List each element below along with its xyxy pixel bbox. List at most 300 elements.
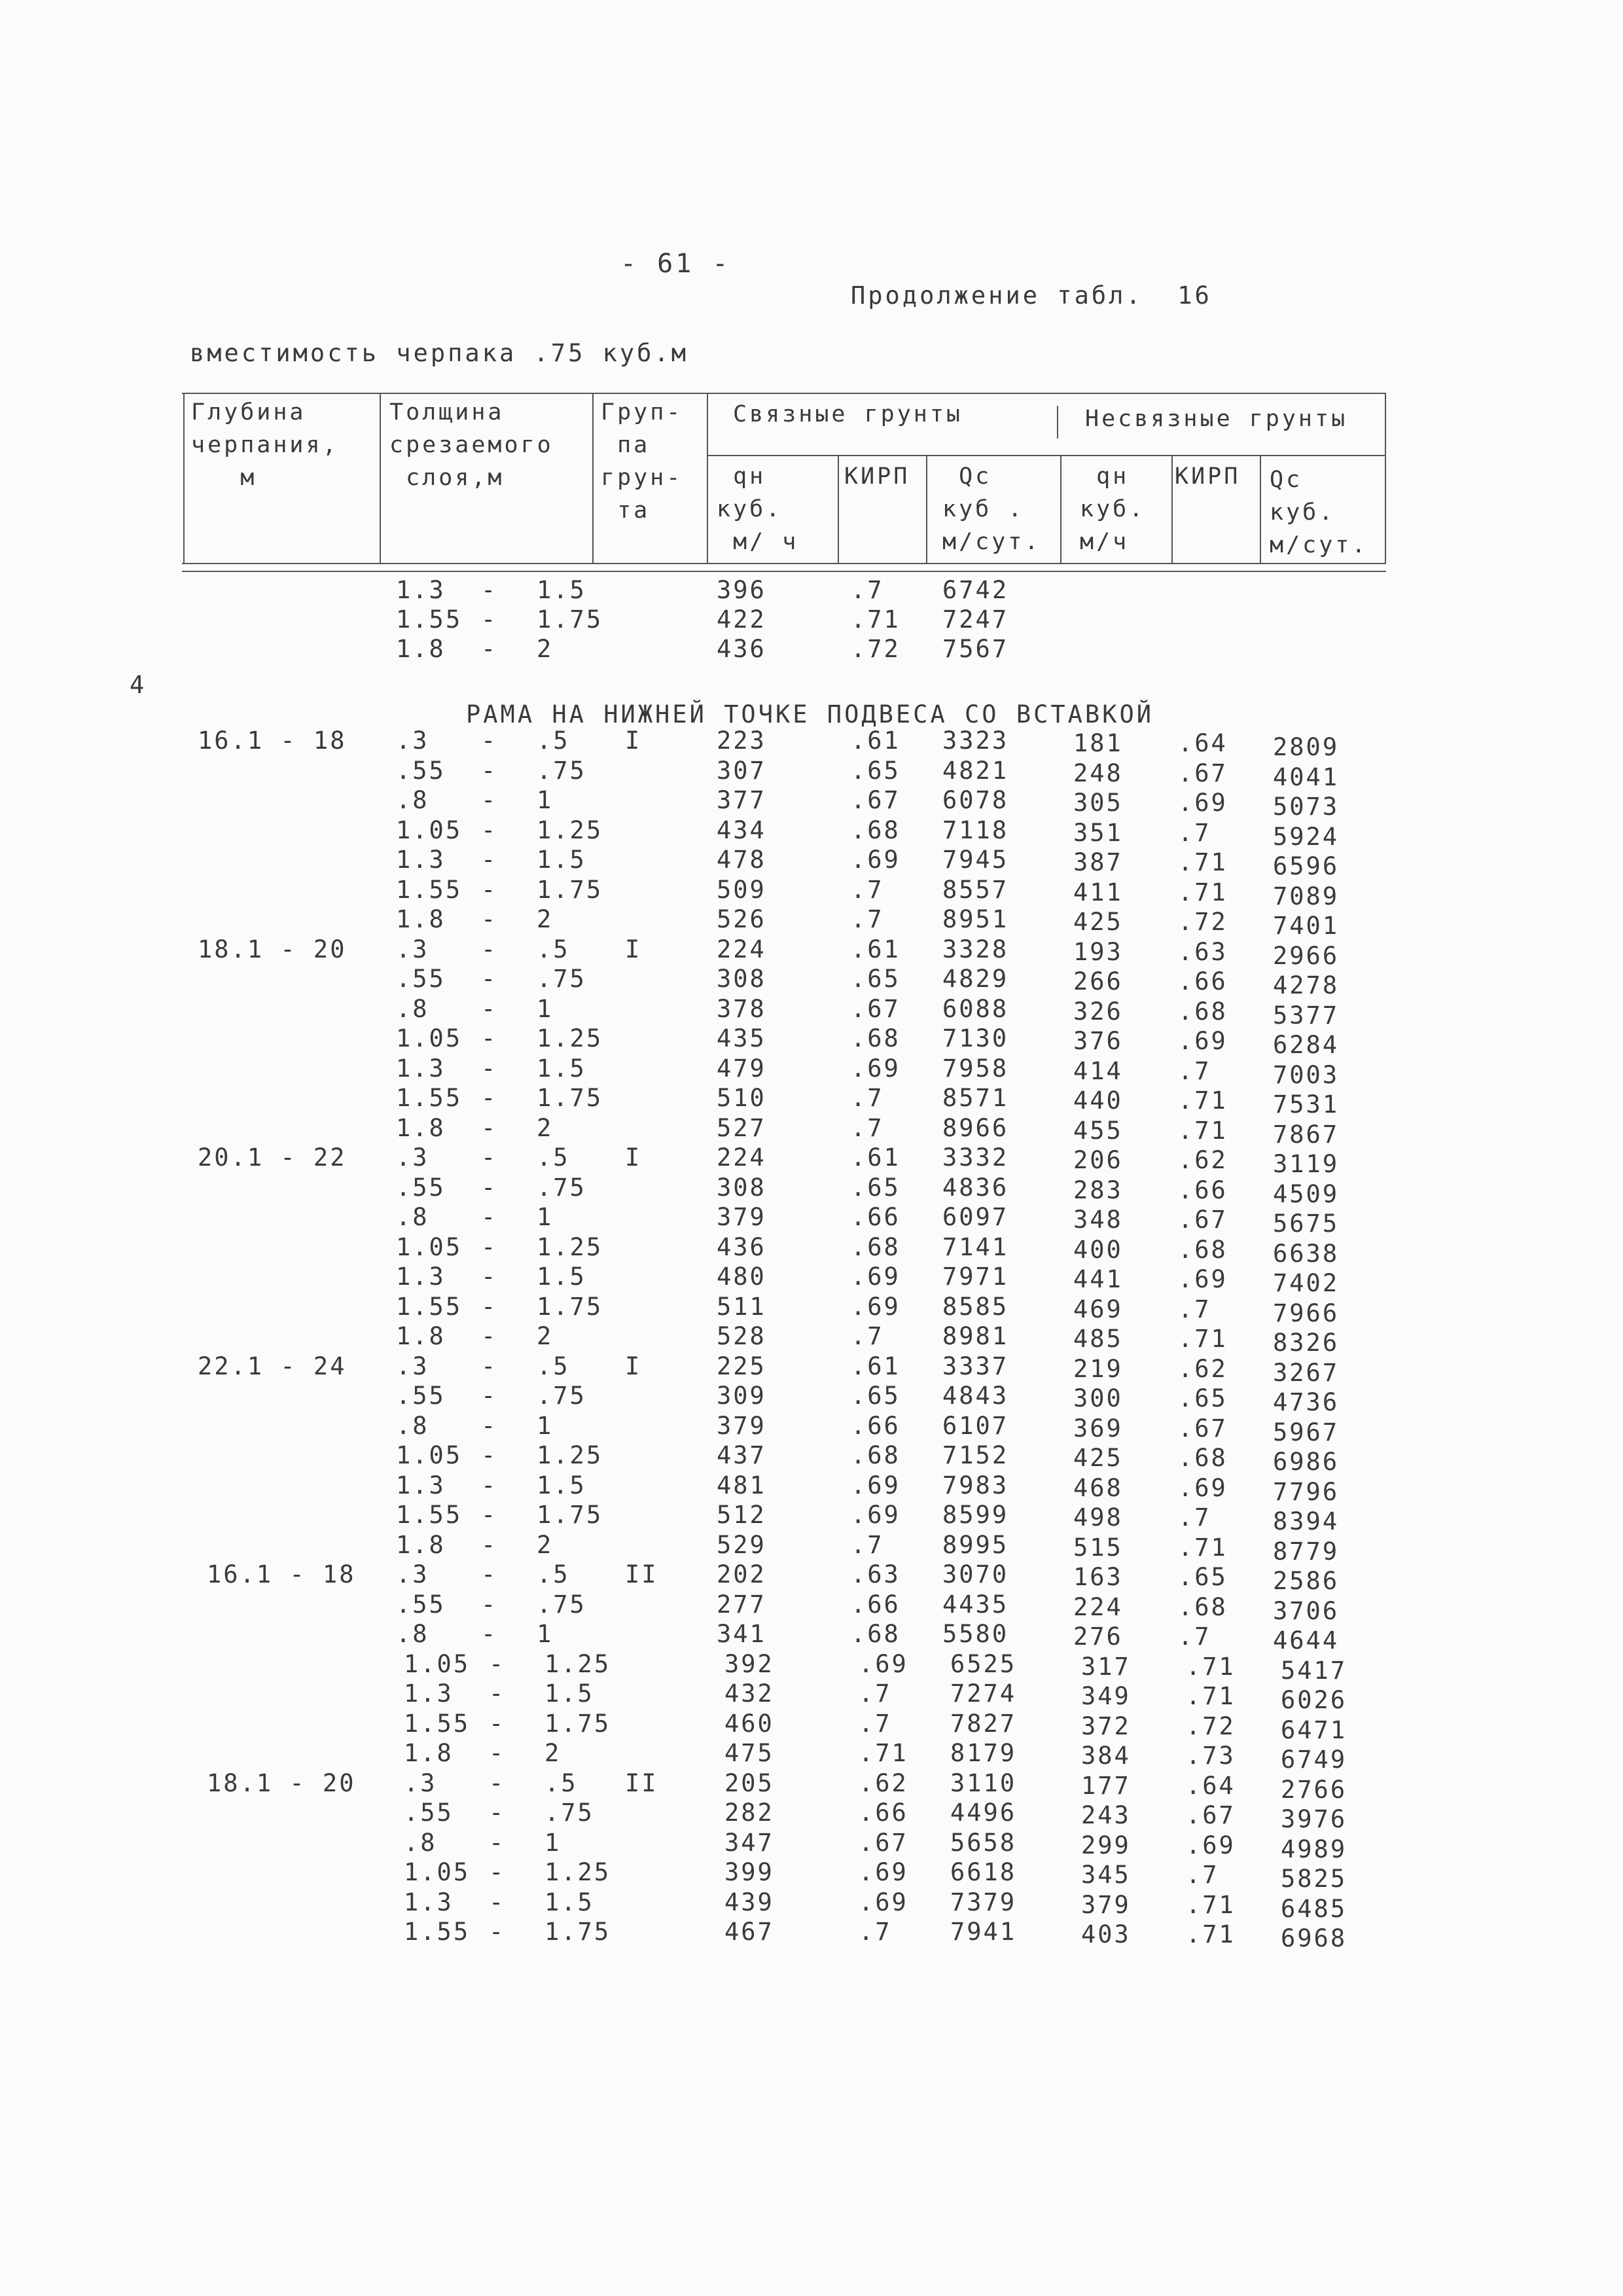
table-row (0, 1649, 1623, 1685)
row-qh-noncohesive: 348 (1073, 1206, 1123, 1234)
row-dash: - (489, 1918, 506, 1946)
row-qh-noncohesive: 283 (1073, 1175, 1123, 1204)
row-kirp-cohesive: .69 (859, 1888, 908, 1916)
row-qc-cohesive: 8179 (950, 1739, 1017, 1767)
row-qh-noncohesive: 349 (1081, 1682, 1131, 1710)
row-dash: - (481, 635, 498, 663)
row-qh-noncohesive: 425 (1073, 908, 1123, 936)
table-row (0, 605, 1623, 636)
header-qh-noncohesive: qн куб. м/ч (1080, 463, 1146, 555)
row-qc-noncohesive: 6284 (1273, 1031, 1340, 1059)
row-qh-cohesive: 436 (717, 635, 766, 663)
table-row (0, 1888, 1623, 1923)
row-thickness-to: 1.25 (537, 816, 603, 844)
table-row (0, 1322, 1623, 1357)
row-qh-cohesive: 481 (717, 1471, 766, 1499)
row-qh-cohesive: 435 (717, 1024, 766, 1052)
row-dash: - (481, 1173, 498, 1202)
row-qh-noncohesive: 351 (1073, 818, 1123, 847)
row-qc-noncohesive: 5073 (1273, 793, 1340, 821)
row-qh-cohesive: 509 (717, 875, 766, 904)
row-kirp-cohesive: .61 (851, 935, 901, 963)
row-qh-cohesive: 308 (717, 1173, 766, 1202)
row-kirp-noncohesive: .68 (1178, 1444, 1228, 1472)
row-dash: - (481, 1203, 498, 1231)
row-thickness-from: .3 (396, 1352, 429, 1380)
row-thickness-from: .55 (396, 1382, 446, 1410)
row-kirp-cohesive: .69 (859, 1649, 908, 1678)
row-kirp-cohesive: .68 (851, 1024, 901, 1052)
page-number: - 61 - (620, 249, 731, 279)
row-depth: 22.1 - 24 (198, 1352, 347, 1380)
row-kirp-cohesive: .68 (851, 816, 901, 844)
row-qh-cohesive: 439 (724, 1888, 774, 1916)
table-row (0, 1768, 1623, 1804)
row-qc-noncohesive: 2966 (1273, 941, 1340, 970)
row-thickness-to: 2 (537, 1113, 554, 1142)
row-dash: - (481, 1620, 498, 1648)
row-kirp-cohesive: .68 (851, 1441, 901, 1469)
row-qc-cohesive: 4821 (942, 756, 1009, 785)
row-qh-cohesive: 223 (717, 726, 766, 755)
row-dash: - (481, 1054, 498, 1083)
row-thickness-from: 1.3 (396, 576, 446, 604)
row-soil-group: II (625, 1768, 658, 1797)
row-kirp-cohesive: .7 (851, 905, 884, 933)
header-cohesive-soils: Связные грунты (733, 401, 963, 427)
row-kirp-cohesive: .66 (851, 1411, 901, 1440)
row-qc-cohesive: 8585 (942, 1292, 1009, 1321)
row-qh-cohesive: 480 (717, 1263, 766, 1291)
row-thickness-from: 1.55 (396, 1084, 463, 1112)
row-depth: 20.1 - 22 (198, 1143, 347, 1172)
row-qh-cohesive: 434 (717, 816, 766, 844)
row-kirp-noncohesive: .67 (1178, 759, 1228, 787)
row-qc-cohesive: 3337 (942, 1352, 1009, 1380)
row-qh-cohesive: 282 (724, 1799, 774, 1827)
table-row (0, 1530, 1623, 1566)
row-kirp-cohesive: .7 (851, 875, 884, 904)
row-kirp-noncohesive: .68 (1178, 1592, 1228, 1621)
row-dash: - (481, 965, 498, 993)
row-kirp-cohesive: .63 (851, 1560, 901, 1588)
row-kirp-noncohesive: .66 (1178, 1175, 1228, 1204)
table-row (0, 1441, 1623, 1476)
row-thickness-from: .3 (404, 1768, 437, 1797)
table-row (0, 1471, 1623, 1506)
row-kirp-noncohesive: .71 (1178, 1325, 1228, 1353)
table-row (0, 1084, 1623, 1119)
table-row (0, 965, 1623, 999)
row-thickness-to: 1.75 (537, 605, 603, 634)
row-qc-cohesive: 8995 (942, 1530, 1009, 1559)
row-thickness-to: 2 (537, 1530, 554, 1559)
row-qh-noncohesive: 372 (1081, 1712, 1131, 1740)
row-qh-cohesive: 512 (717, 1501, 766, 1529)
row-kirp-cohesive: .68 (851, 1232, 901, 1261)
row-dash: - (489, 1888, 506, 1916)
row-kirp-cohesive: .66 (851, 1203, 901, 1231)
row-thickness-to: 1.25 (544, 1858, 611, 1886)
row-thickness-from: 1.3 (404, 1679, 454, 1708)
row-qc-noncohesive: 7966 (1273, 1299, 1340, 1327)
row-dash: - (481, 875, 498, 904)
row-dash: - (481, 846, 498, 874)
header-kirp-noncohesive: КИРП (1175, 463, 1241, 490)
row-qc-noncohesive: 6986 (1273, 1448, 1340, 1476)
row-kirp-noncohesive: .69 (1178, 1473, 1228, 1502)
row-qc-noncohesive: 7089 (1273, 882, 1340, 910)
row-kirp-cohesive: .7 (851, 576, 884, 604)
row-qh-cohesive: 527 (717, 1113, 766, 1142)
row-thickness-to: 1 (537, 1203, 554, 1231)
row-kirp-noncohesive: .7 (1178, 1623, 1211, 1651)
row-dash: - (481, 1263, 498, 1291)
row-kirp-cohesive: .69 (851, 1292, 901, 1321)
header-depth: Глубина черпания, м (191, 399, 339, 491)
row-qh-cohesive: 467 (724, 1918, 774, 1946)
row-qh-cohesive: 526 (717, 905, 766, 933)
row-qc-cohesive: 5658 (950, 1828, 1017, 1857)
row-thickness-to: 1.75 (544, 1709, 611, 1738)
row-thickness-from: 1.55 (396, 1501, 463, 1529)
row-thickness-to: 1.75 (537, 1084, 603, 1112)
row-qc-cohesive: 4836 (942, 1173, 1009, 1202)
row-kirp-cohesive: .66 (851, 1590, 901, 1619)
row-qc-cohesive: 6525 (950, 1649, 1017, 1678)
row-qh-noncohesive: 317 (1081, 1652, 1131, 1681)
row-qh-noncohesive: 206 (1073, 1146, 1123, 1174)
row-thickness-to: 1.5 (537, 1263, 586, 1291)
row-dash: - (481, 786, 498, 814)
header-thickness: Толщина срезаемого слоя,м (389, 399, 554, 491)
row-kirp-noncohesive: .7 (1186, 1861, 1219, 1889)
row-qh-cohesive: 377 (717, 786, 766, 814)
row-qh-cohesive: 475 (724, 1739, 774, 1767)
row-qc-cohesive: 6088 (942, 994, 1009, 1023)
row-qc-cohesive: 3332 (942, 1143, 1009, 1172)
row-thickness-to: .75 (537, 756, 586, 785)
row-kirp-cohesive: .67 (851, 786, 901, 814)
row-qc-noncohesive: 4644 (1273, 1626, 1340, 1655)
table-row (0, 905, 1623, 940)
row-qh-cohesive: 479 (717, 1054, 766, 1083)
row-qh-noncohesive: 181 (1073, 729, 1123, 757)
row-dash: - (481, 1143, 498, 1172)
row-kirp-noncohesive: .73 (1186, 1742, 1236, 1770)
row-qc-noncohesive: 2766 (1281, 1775, 1347, 1804)
row-kirp-noncohesive: .63 (1178, 937, 1228, 966)
row-qc-cohesive: 4435 (942, 1590, 1009, 1619)
table-row (0, 1263, 1623, 1297)
row-qc-cohesive: 6078 (942, 786, 1009, 814)
row-qc-cohesive: 7958 (942, 1054, 1009, 1083)
row-thickness-to: 1.75 (537, 1292, 603, 1321)
row-thickness-from: .8 (396, 994, 429, 1023)
table-row (0, 1352, 1623, 1387)
row-dash: - (481, 726, 498, 755)
row-qh-cohesive: 436 (717, 1232, 766, 1261)
row-qh-cohesive: 379 (717, 1411, 766, 1440)
row-qc-noncohesive: 5675 (1273, 1210, 1340, 1238)
row-kirp-noncohesive: .69 (1178, 1265, 1228, 1293)
row-qc-noncohesive: 8326 (1273, 1329, 1340, 1357)
table-row (0, 935, 1623, 970)
row-thickness-from: 1.55 (396, 1292, 463, 1321)
row-kirp-cohesive: .7 (851, 1530, 884, 1559)
row-thickness-to: 1.5 (537, 846, 586, 874)
row-kirp-noncohesive: .68 (1178, 997, 1228, 1026)
row-qc-cohesive: 7983 (942, 1471, 1009, 1499)
row-qh-noncohesive: 376 (1073, 1027, 1123, 1055)
row-qh-noncohesive: 425 (1073, 1444, 1123, 1472)
row-thickness-from: 1.8 (396, 1113, 446, 1142)
row-kirp-noncohesive: .64 (1178, 729, 1228, 757)
row-qh-cohesive: 528 (717, 1322, 766, 1350)
row-dash: - (481, 1590, 498, 1619)
row-qc-cohesive: 5580 (942, 1620, 1009, 1648)
row-kirp-noncohesive: .67 (1178, 1206, 1228, 1234)
row-qc-noncohesive: 5377 (1273, 1001, 1340, 1030)
row-qh-cohesive: 202 (717, 1560, 766, 1588)
table-row (0, 1828, 1623, 1863)
row-kirp-cohesive: .61 (851, 1143, 901, 1172)
table-row (0, 1620, 1623, 1655)
row-qh-noncohesive: 224 (1073, 1592, 1123, 1621)
row-qh-cohesive: 224 (717, 1143, 766, 1172)
row-thickness-from: 1.05 (404, 1858, 471, 1886)
row-thickness-to: 1.5 (544, 1888, 594, 1916)
row-dash: - (481, 905, 498, 933)
row-kirp-noncohesive: .68 (1178, 1235, 1228, 1264)
row-qc-cohesive: 8571 (942, 1084, 1009, 1112)
row-qc-noncohesive: 7003 (1273, 1060, 1340, 1089)
table-row (0, 1382, 1623, 1416)
row-qh-cohesive: 307 (717, 756, 766, 785)
row-soil-group: I (625, 935, 642, 963)
row-qc-noncohesive: 4989 (1281, 1835, 1347, 1863)
row-qc-cohesive: 7141 (942, 1232, 1009, 1261)
row-qc-noncohesive: 6749 (1281, 1746, 1347, 1774)
row-qh-noncohesive: 440 (1073, 1086, 1123, 1115)
row-qh-cohesive: 378 (717, 994, 766, 1023)
row-kirp-cohesive: .7 (851, 1322, 884, 1350)
row-thickness-from: 1.05 (396, 816, 463, 844)
row-kirp-noncohesive: .67 (1186, 1801, 1236, 1829)
row-qc-noncohesive: 3706 (1273, 1596, 1340, 1625)
row-qc-cohesive: 8599 (942, 1501, 1009, 1529)
row-qc-noncohesive: 4509 (1273, 1179, 1340, 1208)
row-kirp-noncohesive: .7 (1178, 818, 1211, 847)
row-thickness-to: .75 (537, 1173, 586, 1202)
row-qc-cohesive: 7945 (942, 846, 1009, 874)
row-kirp-cohesive: .69 (851, 1471, 901, 1499)
row-thickness-to: .5 (537, 1560, 570, 1588)
table-row (0, 1232, 1623, 1268)
row-dash: - (481, 1292, 498, 1321)
row-dash: - (481, 605, 498, 634)
row-kirp-cohesive: .66 (859, 1799, 908, 1827)
row-qc-noncohesive: 5417 (1281, 1656, 1347, 1685)
row-qc-cohesive: 7130 (942, 1024, 1009, 1052)
row-kirp-noncohesive: .64 (1186, 1771, 1236, 1800)
table-row (0, 875, 1623, 910)
row-kirp-cohesive: .67 (859, 1828, 908, 1857)
row-dash: - (489, 1828, 506, 1857)
row-qc-cohesive: 6097 (942, 1203, 1009, 1231)
row-depth: 18.1 - 20 (198, 935, 347, 963)
row-thickness-from: .55 (396, 1173, 446, 1202)
row-kirp-cohesive: .7 (859, 1679, 892, 1708)
row-qh-noncohesive: 369 (1073, 1414, 1123, 1443)
row-qc-noncohesive: 2586 (1273, 1567, 1340, 1595)
row-thickness-from: .55 (396, 756, 446, 785)
row-qc-noncohesive: 4278 (1273, 971, 1340, 999)
row-qh-noncohesive: 414 (1073, 1056, 1123, 1085)
row-thickness-from: .55 (396, 1590, 446, 1619)
row-dash: - (481, 935, 498, 963)
row-thickness-to: 1.5 (537, 1471, 586, 1499)
row-qc-cohesive: 7118 (942, 816, 1009, 844)
row-qh-cohesive: 460 (724, 1709, 774, 1738)
row-kirp-cohesive: .72 (851, 635, 901, 663)
row-thickness-to: 1.75 (544, 1918, 611, 1946)
row-qc-cohesive: 7379 (950, 1888, 1017, 1916)
table-row (0, 1501, 1623, 1535)
row-thickness-to: .75 (537, 1382, 586, 1410)
row-dash: - (489, 1709, 506, 1738)
row-dash: - (489, 1768, 506, 1797)
row-thickness-from: 1.3 (396, 1263, 446, 1291)
row-qc-cohesive: 8981 (942, 1322, 1009, 1350)
header-soil-group: Груп- па грун- та (601, 399, 683, 524)
table-row (0, 1292, 1623, 1327)
row-qh-noncohesive: 468 (1073, 1473, 1123, 1502)
row-soil-group: II (625, 1560, 658, 1588)
table-row (0, 756, 1623, 791)
row-qh-cohesive: 309 (717, 1382, 766, 1410)
row-kirp-cohesive: .65 (851, 1173, 901, 1202)
row-thickness-to: .5 (537, 935, 570, 963)
row-thickness-to: 1.75 (537, 1501, 603, 1529)
row-thickness-to: 1.25 (537, 1232, 603, 1261)
row-qc-cohesive: 7567 (942, 635, 1009, 663)
row-qh-noncohesive: 441 (1073, 1265, 1123, 1293)
table-row (0, 726, 1623, 761)
row-qc-cohesive: 4496 (950, 1799, 1017, 1827)
row-qh-cohesive: 205 (724, 1768, 774, 1797)
row-thickness-from: .8 (396, 1620, 429, 1648)
row-dash: - (481, 1441, 498, 1469)
row-thickness-from: .3 (396, 1143, 429, 1172)
row-kirp-cohesive: .69 (851, 1054, 901, 1083)
row-qc-cohesive: 7274 (950, 1679, 1017, 1708)
row-qh-cohesive: 341 (717, 1620, 766, 1648)
row-qh-cohesive: 347 (724, 1828, 774, 1857)
row-qh-cohesive: 422 (717, 605, 766, 634)
margin-mark: 4 (130, 671, 147, 699)
table-row (0, 1918, 1623, 1952)
row-qh-noncohesive: 387 (1073, 848, 1123, 876)
table-row (0, 635, 1623, 665)
table-row (0, 1113, 1623, 1149)
row-soil-group: I (625, 1352, 642, 1380)
row-qc-cohesive: 4843 (942, 1382, 1009, 1410)
row-qc-noncohesive: 6968 (1281, 1924, 1347, 1952)
row-qh-cohesive: 379 (717, 1203, 766, 1231)
row-qh-cohesive: 510 (717, 1084, 766, 1112)
row-kirp-noncohesive: .71 (1186, 1890, 1236, 1919)
row-qh-noncohesive: 403 (1081, 1920, 1131, 1948)
row-qc-cohesive: 7827 (950, 1709, 1017, 1738)
row-kirp-noncohesive: .69 (1178, 789, 1228, 817)
row-qc-cohesive: 8557 (942, 875, 1009, 904)
row-kirp-cohesive: .7 (859, 1918, 892, 1946)
table-row (0, 1709, 1623, 1744)
row-kirp-cohesive: .7 (859, 1709, 892, 1738)
row-qc-noncohesive: 5924 (1273, 822, 1340, 851)
row-kirp-cohesive: .69 (851, 1263, 901, 1291)
row-thickness-from: 1.55 (396, 605, 463, 634)
row-dash: - (481, 1471, 498, 1499)
row-qh-noncohesive: 515 (1073, 1533, 1123, 1562)
header-qh-cohesive: qн куб. м/ ч (717, 463, 799, 555)
row-kirp-cohesive: .71 (851, 605, 901, 634)
row-kirp-noncohesive: .72 (1178, 908, 1228, 936)
row-kirp-cohesive: .65 (851, 756, 901, 785)
row-thickness-to: 1 (537, 786, 554, 814)
row-qc-noncohesive: 5825 (1281, 1865, 1347, 1893)
row-thickness-from: 1.3 (396, 846, 446, 874)
row-qh-noncohesive: 266 (1073, 967, 1123, 996)
row-thickness-from: .8 (396, 1411, 429, 1440)
row-kirp-cohesive: .65 (851, 965, 901, 993)
row-kirp-cohesive: .7 (851, 1113, 884, 1142)
row-qh-noncohesive: 485 (1073, 1325, 1123, 1353)
row-qh-noncohesive: 248 (1073, 759, 1123, 787)
row-thickness-to: 1 (537, 994, 554, 1023)
row-thickness-from: 1.05 (396, 1441, 463, 1469)
row-kirp-noncohesive: .7 (1178, 1503, 1211, 1532)
row-qh-noncohesive: 219 (1073, 1354, 1123, 1383)
row-depth: 18.1 - 20 (207, 1768, 356, 1797)
table-row (0, 816, 1623, 851)
row-kirp-cohesive: .65 (851, 1382, 901, 1410)
row-qc-noncohesive: 7796 (1273, 1477, 1340, 1506)
row-thickness-from: 1.55 (404, 1918, 471, 1946)
row-kirp-noncohesive: .71 (1178, 1086, 1228, 1115)
row-thickness-from: 1.8 (396, 1530, 446, 1559)
row-kirp-cohesive: .68 (851, 1620, 901, 1648)
row-kirp-noncohesive: .71 (1186, 1652, 1236, 1681)
row-qc-noncohesive: 3267 (1273, 1358, 1340, 1387)
row-qh-cohesive: 392 (724, 1649, 774, 1678)
row-thickness-to: 1 (537, 1411, 554, 1440)
row-qc-cohesive: 7971 (942, 1263, 1009, 1291)
row-thickness-to: .75 (537, 965, 586, 993)
row-thickness-from: .3 (396, 935, 429, 963)
row-qc-cohesive: 6618 (950, 1858, 1017, 1886)
row-dash: - (481, 1560, 498, 1588)
row-qh-noncohesive: 455 (1073, 1116, 1123, 1145)
row-dash: - (489, 1858, 506, 1886)
row-qh-cohesive: 529 (717, 1530, 766, 1559)
row-qc-noncohesive: 8779 (1273, 1537, 1340, 1566)
row-qh-noncohesive: 243 (1081, 1801, 1131, 1829)
row-qc-noncohesive: 4041 (1273, 762, 1340, 791)
row-qh-cohesive: 225 (717, 1352, 766, 1380)
row-kirp-noncohesive: .72 (1186, 1712, 1236, 1740)
